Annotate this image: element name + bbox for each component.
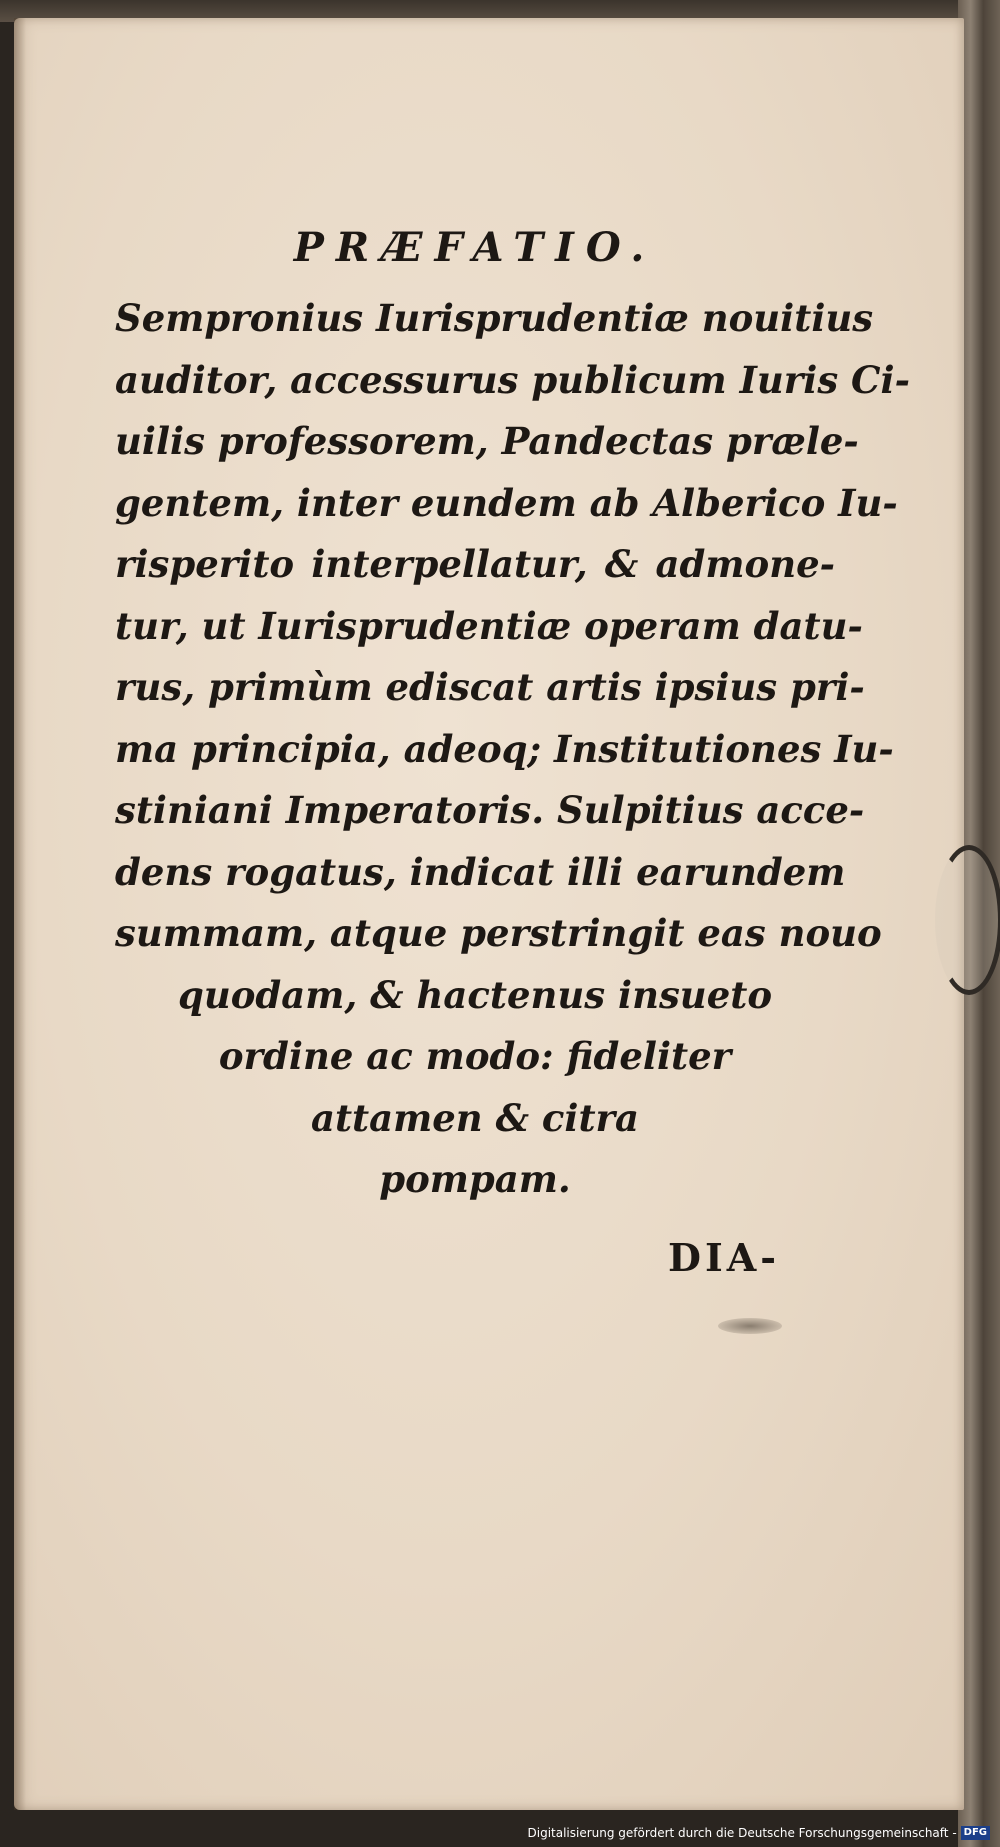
text-line: ordine ac modo: fideliter [218,1034,732,1078]
text-line: Sempronius Iurisprudentiæ nouitius [115,296,874,340]
text-line: summam, atque perstringit eas nouo [115,911,882,955]
text-line: attamen & citra [310,1095,640,1140]
text-line: tur, ut Iurisprudentiæ operam datu- [115,603,863,648]
page-gutter-shadow [14,18,26,1810]
text-line: auditor, accessurus publicum Iuris Ci- [115,357,910,402]
preface-text [115,220,910,1211]
text-line: stiniani Imperatoris. Sulpitius acce- [115,788,865,832]
text-line: ma principia, adeoq; Institutiones Iu- [115,726,894,771]
footer-text: Digitalisierung gefördert durch die Deutsche Forschungsgemeinschaft - [527,1826,957,1840]
ink-smudge [718,1318,782,1334]
text-line: pompam. [379,1157,571,1201]
text-line: uilis professorem, Pandectas præle- [115,419,859,463]
text-line: rus, primùm ediscat artis ipsius pri- [115,665,865,709]
clasp-ring [935,845,1000,995]
text-line: dens rogatus, indicat illi earundem [115,849,846,894]
text-line: risperito interpellatur, & admone- [115,542,835,586]
text-line: gentem, inter eundem ab Alberico Iu- [115,480,898,525]
digitization-footer [528,1826,991,1840]
catchword: DIA- [668,1235,780,1280]
page-title: PRÆFATIO. [293,224,657,271]
dfg-logo-icon: DFG [961,1826,990,1840]
text-line: quodam, & hactenus insueto [177,972,773,1017]
